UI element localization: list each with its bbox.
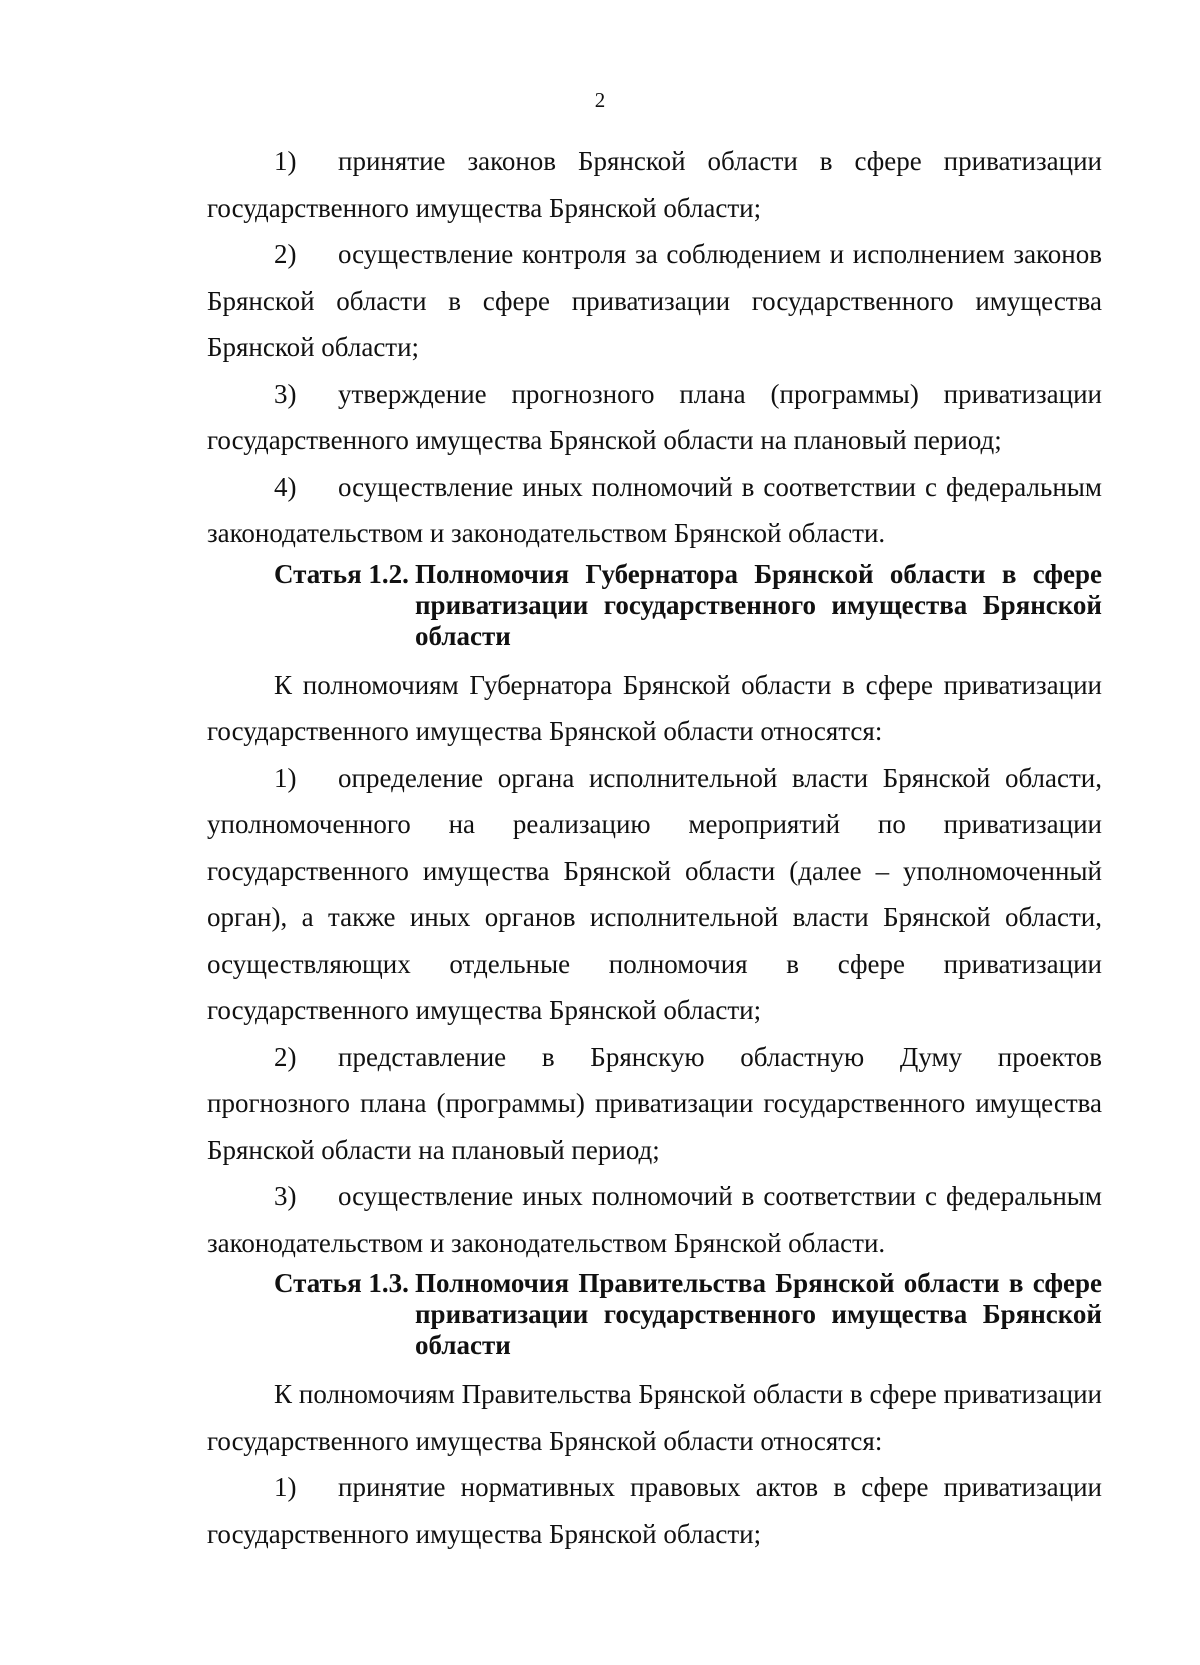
list-item-number: 1) bbox=[274, 1472, 297, 1502]
list-item-text: осуществление контроля за соблюдением и исполнением законов bbox=[338, 239, 1102, 269]
list-item-text: определение органа исполнительной власти Брянской области, bbox=[338, 762, 1102, 793]
article-title: Полномочия Губернатора Брянской области в сфере приватизации государственного имущества Брянской области bbox=[415, 558, 1102, 651]
list-item bbox=[207, 755, 1102, 1034]
list-item bbox=[207, 1173, 1102, 1266]
list-item bbox=[207, 231, 1102, 371]
list-item-text: прогнозного плана (программы) приватизации государственного имущества Брянской области на плановый период; bbox=[207, 1088, 1102, 1165]
article-intro: К полномочиям Правительства Брянской области в сфере приватизации государственного имущества Брянской области относятся: bbox=[207, 1379, 1102, 1456]
list-item-text: осуществление иных полномочий в соответствии с федеральным bbox=[338, 1181, 1102, 1211]
article-label: Статья 1.3. bbox=[274, 1268, 409, 1298]
list-item-text: уполномоченного на реализацию мероприятий по приватизации государственного имущества Брянской области (далее – уполномоченный орган), а также иных органов исполнительной власти Брянской области, осуществляющих отдельные полномочия в сфере приватизации государственного имущества Брянской области; bbox=[207, 809, 1102, 1025]
list-item-text: принятие законов Брянской области в сфере приватизации bbox=[338, 146, 1102, 176]
list-item-text: принятие нормативных правовых актов в сфере приватизации bbox=[338, 1472, 1102, 1502]
page-number: 2 bbox=[594, 88, 606, 112]
article-heading bbox=[207, 559, 1102, 652]
list-item-number: 3) bbox=[274, 378, 297, 409]
list-item-text: Брянской области в сфере приватизации государственного имущества Брянской области; bbox=[207, 285, 1102, 362]
list-item-text: государственного имущества Брянской области; bbox=[207, 192, 762, 223]
list-item-text: государственного имущества Брянской области; bbox=[207, 1518, 762, 1549]
list-item-number: 3) bbox=[274, 1181, 297, 1211]
list-item bbox=[207, 1034, 1102, 1174]
list-item-number: 1) bbox=[274, 146, 297, 176]
list-item-number: 4) bbox=[274, 471, 297, 502]
article-heading bbox=[207, 1268, 1102, 1361]
article-intro: К полномочиям Губернатора Брянской области в сфере приватизации государственного имущества Брянской области относятся: bbox=[207, 669, 1102, 746]
list-item bbox=[207, 464, 1102, 557]
document-body bbox=[207, 138, 1102, 1557]
article-title: Полномочия Правительства Брянской области в сфере приватизации государственного имущества Брянской области bbox=[415, 1268, 1102, 1360]
list-item-number: 2) bbox=[274, 239, 297, 269]
list-item-number: 1) bbox=[274, 762, 297, 793]
list-item bbox=[207, 371, 1102, 464]
article-label: Статья 1.2. bbox=[274, 558, 409, 589]
list-item-text: утверждение прогнозного плана (программы) приватизации bbox=[338, 378, 1102, 409]
list-item-text: представление в Брянскую областную Думу проектов bbox=[338, 1041, 1102, 1072]
list-item-number: 2) bbox=[274, 1041, 297, 1072]
list-item bbox=[207, 1464, 1102, 1557]
list-item-text: государственного имущества Брянской области на плановый период; bbox=[207, 425, 1002, 455]
list-item bbox=[207, 138, 1102, 231]
list-item-text: законодательством и законодательством Брянской области. bbox=[207, 1227, 886, 1258]
list-item-text: законодательством и законодательством Брянской области. bbox=[207, 518, 886, 548]
list-item-text: осуществление иных полномочий в соответствии с федеральным bbox=[338, 471, 1102, 502]
